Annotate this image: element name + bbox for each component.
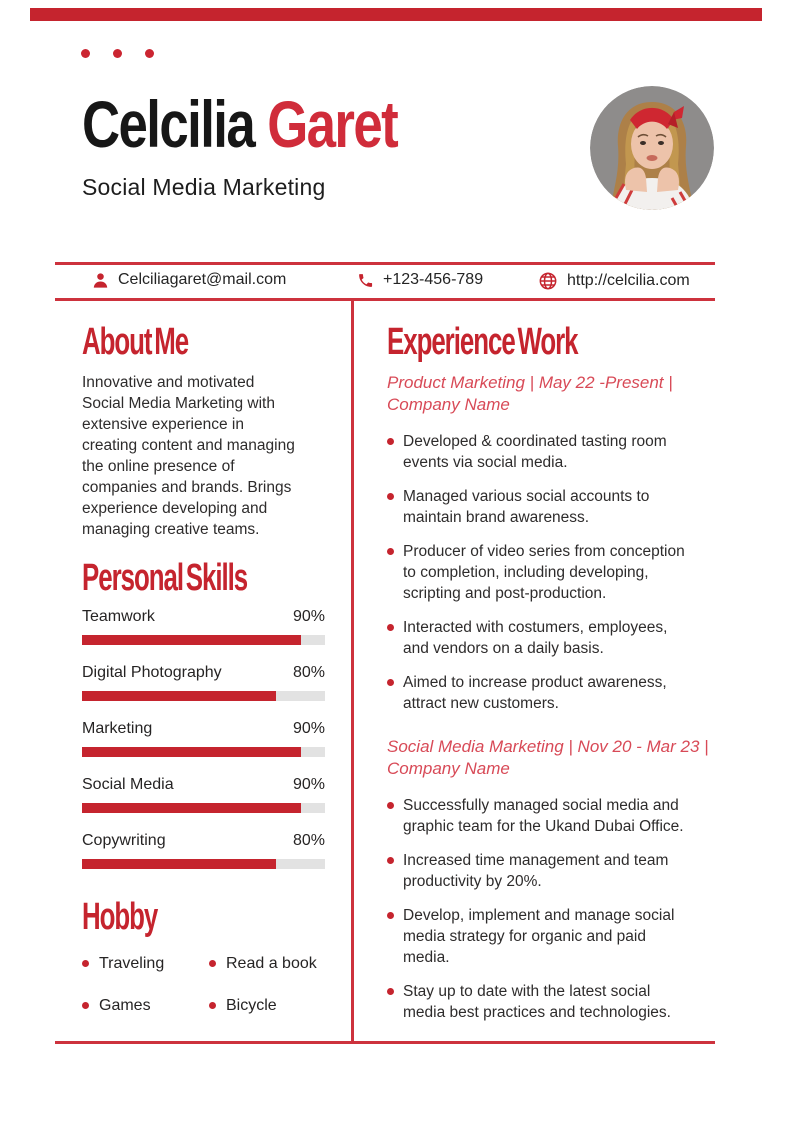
about-text: Innovative and motivated Social Media Marketing with extensive experience in creating content and managing the online presence of companies and brands. Brings experience developing and managing creative teams. [82, 374, 295, 538]
skill-item [82, 720, 328, 757]
bullet-item [387, 672, 719, 714]
right-column [387, 322, 719, 1036]
skills-list [82, 608, 328, 869]
job-bullet-list [387, 795, 719, 1023]
bullet-icon [387, 857, 394, 864]
skill-bar-track [82, 635, 325, 645]
bullet-text: Increased time management and team productivity by 20%. [403, 852, 669, 890]
skill-percent: 80% [292, 664, 325, 681]
skill-percent: 90% [292, 720, 325, 737]
contact-email-text: Celciliagaret@mail.com [118, 271, 287, 288]
bullet-icon [209, 1002, 216, 1009]
skill-item [82, 664, 328, 701]
skill-bar-fill [82, 691, 276, 701]
profile-photo-image [590, 86, 714, 210]
skill-bar-fill [82, 747, 301, 757]
bullet-text: Successfully managed social media and graphic team for the Ukand Dubai Office. [403, 797, 684, 835]
hobby-label: Traveling [99, 954, 165, 972]
column-divider [351, 301, 354, 1042]
dot-icon [81, 49, 90, 58]
bullet-text: Develop, implement and manage social media strategy for organic and paid media. [403, 907, 675, 966]
person-icon [92, 272, 109, 289]
skill-label: Teamwork [82, 608, 155, 625]
skill-percent: 90% [292, 776, 325, 793]
bullet-item [387, 617, 719, 659]
bullet-icon [387, 802, 394, 809]
bullet-text: Stay up to date with the latest social media best practices and technologies. [403, 983, 671, 1021]
bullet-icon [387, 548, 394, 555]
bullet-text: Managed various social accounts to maintain brand awareness. [403, 488, 650, 526]
bullet-text: Producer of video series from conception to completion, including developing, scripting and post-production. [403, 543, 685, 602]
hobby-item [209, 953, 328, 974]
skill-item [82, 776, 328, 813]
job-meta: Social Media Marketing | Nov 20 - Mar 23 | Company Name [387, 737, 709, 778]
bullet-icon [82, 1002, 89, 1009]
contact-email[interactable] [92, 271, 286, 289]
skill-percent: 90% [292, 608, 325, 625]
skill-label: Marketing [82, 720, 153, 737]
skill-item [82, 608, 328, 645]
globe-icon [538, 271, 558, 291]
decorative-dots [81, 49, 154, 58]
skill-bar-fill [82, 859, 276, 869]
skill-label: Copywriting [82, 832, 166, 849]
skill-item [82, 832, 328, 869]
skill-bar-fill [82, 803, 301, 813]
hobby-item [82, 953, 209, 974]
hobby-label: Read a book [226, 954, 317, 972]
contact-website[interactable] [538, 271, 690, 291]
first-name: Celcilia [82, 87, 255, 161]
hobby-label: Games [99, 996, 151, 1014]
skill-bar-track [82, 859, 325, 869]
contact-website-text: http://celcilia.com [567, 272, 690, 289]
skill-percent: 80% [292, 832, 325, 849]
bullet-text: Interacted with costumers, employees, and vendors on a daily basis. [403, 619, 668, 657]
bullet-item [387, 486, 719, 528]
bullet-item [387, 981, 719, 1023]
bullet-item [387, 431, 719, 473]
person-name [82, 88, 397, 160]
bullet-icon [209, 960, 216, 967]
contact-band-top-line [55, 262, 715, 265]
bullet-item [387, 541, 719, 604]
bullet-icon [387, 438, 394, 445]
skill-label: Digital Photography [82, 664, 222, 681]
top-accent-bar [30, 8, 762, 21]
dot-icon [113, 49, 122, 58]
hobby-heading: Hobby [82, 896, 158, 938]
bullet-item [387, 795, 719, 837]
bullet-text: Developed & coordinated tasting room events via social media. [403, 433, 667, 471]
contact-phone-text: +123-456-789 [383, 271, 484, 288]
bullet-text: Aimed to increase product awareness, attract new customers. [403, 674, 667, 712]
skills-heading: Personal Skills [82, 557, 248, 599]
bullet-icon [387, 493, 394, 500]
hobby-list [82, 953, 328, 1016]
left-column [82, 322, 328, 1016]
skill-bar-track [82, 747, 325, 757]
phone-icon [357, 272, 374, 289]
job-meta: Product Marketing | May 22 -Present | Company Name [387, 373, 673, 414]
contact-phone[interactable] [357, 271, 483, 289]
experience-heading: Experience Work [387, 321, 578, 363]
skill-bar-track [82, 803, 325, 813]
skill-label: Social Media [82, 776, 174, 793]
bottom-accent-line [55, 1041, 715, 1044]
job-title: Social Media Marketing [82, 174, 326, 200]
about-heading: About Me [82, 321, 189, 363]
last-name: Garet [267, 87, 398, 161]
dot-icon [145, 49, 154, 58]
hobby-item [82, 995, 209, 1016]
bullet-icon [387, 624, 394, 631]
hobby-item [209, 995, 328, 1016]
hobby-label: Bicycle [226, 996, 277, 1014]
bullet-icon [82, 960, 89, 967]
bullet-item [387, 905, 719, 968]
profile-photo [590, 86, 714, 210]
skill-bar-track [82, 691, 325, 701]
skill-bar-fill [82, 635, 301, 645]
bullet-icon [387, 679, 394, 686]
bullet-icon [387, 988, 394, 995]
bullet-icon [387, 912, 394, 919]
bullet-item [387, 850, 719, 892]
contact-band-bottom-line [55, 298, 715, 301]
job-bullet-list [387, 431, 719, 714]
